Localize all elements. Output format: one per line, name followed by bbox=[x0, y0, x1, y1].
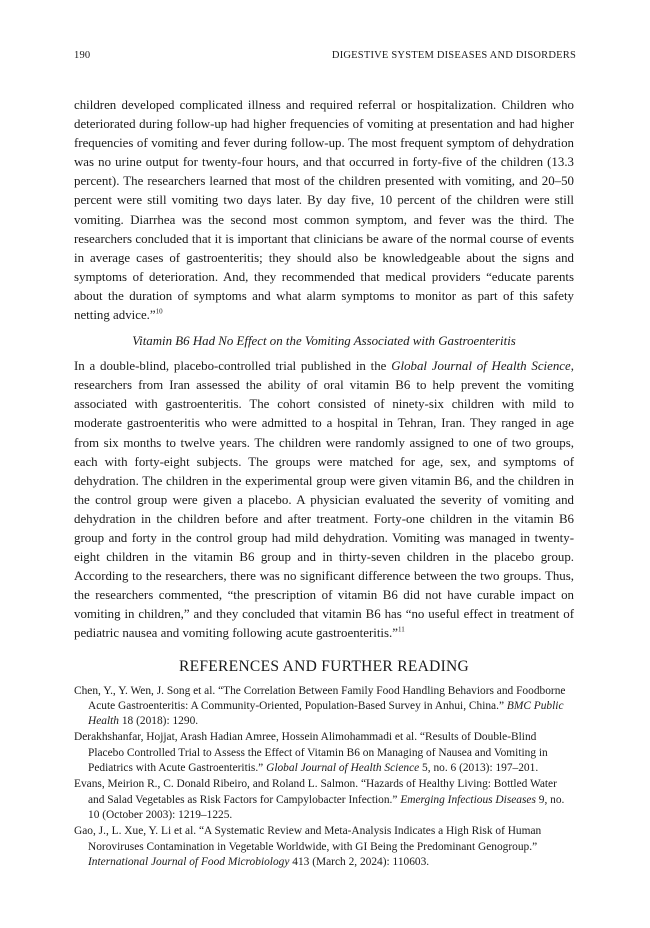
endnote-ref: 11 bbox=[397, 626, 405, 635]
endnote-ref: 10 bbox=[155, 307, 163, 316]
main-text bbox=[74, 96, 574, 871]
paragraph-text: , researchers from Iran assessed the ability of oral vitamin B6 to help prevent the vomiting associated with gastroenteritis. The cohort consisted of ninety-six children with mild to moderate gastroenteritis who were admitted to a hospital in Tehran, Iran. They ranged in age from six months to twelve years. The children were randomly assigned to one of two groups, each with forty-eight subjects. The groups were matched for age, sex, and symptoms of dehydration. The children in the experimental group were given vitamin B6, and the children in the control group were given a placebo. A physician evaluated the severity of vomiting and dehydration in the children before and after treatment. Forty-one children in the vitamin B6 group and forty in the control group had mild dehydration. Vomiting was managed in twenty-eight children in the vitamin B6 group and in thirty-seven children in the placebo group. According to the researchers, there was no significant difference between the two groups. Thus, the researchers commented, “the prescription of vitamin B6 did not have curable impact on vomiting in children,” and they concluded that vitamin B6 has “no useful effect in treatment of pediatric nausea and vomiting following acute gastroenteritis.” bbox=[74, 359, 574, 641]
paragraph-vitamin-b6 bbox=[74, 357, 574, 643]
reference-journal: Global Journal of Health Science bbox=[266, 762, 420, 775]
running-header bbox=[74, 50, 576, 61]
reference-journal: BMC Public Health bbox=[88, 699, 564, 728]
section-subheading: Vitamin B6 Had No Effect on the Vomiting Associated with Gastroenteritis bbox=[132, 334, 516, 349]
reference-list bbox=[74, 684, 574, 871]
reference-citation: 413 (March 2, 2024): 110603. bbox=[289, 855, 430, 868]
paragraph-text: children developed complicated illness and required referral or hospitalization. Children who deteriorated during follow-up had higher frequencies of vomiting at presentation and had higher frequencies of vomiting and fever during follow-up. The most frequent symptom of dehydration was no urine output for twenty-four hours, and that occurred in forty-five of the children (13.3 percent). The researchers learned that most of the children presented with vomiting, and 20–50 percent were still vomiting two days later. By day five, 10 percent of the children were still vomiting. Diarrhea was the second most common symptom, and fever was the third. The researchers concluded that it is important that clinicians be aware of the normal course of events in average cases of gastroenteritis; they should also be knowledgeable about the signs and symptoms of deterioration. And, they recommended that medical providers “educate parents about the duration of symptoms and what alarm symptoms to monitor as part of this safety netting advice.” bbox=[74, 98, 574, 323]
page-number: 190 bbox=[74, 50, 91, 61]
reference-text: Chen, Y., Y. Wen, J. Song et al. “The Correlation Between Family Food Handling Behaviors and Foodborne Acute Gastroenteritis: A Community-Oriented, Population-Based Survey in Anhui, China.” bbox=[74, 684, 566, 712]
reference-text: Gao, J., L. Xue, Y. Li et al. “A Systematic Review and Meta-Analysis Indicates a High Risk of Human Noroviruses Contamination in Vegetable Worldwide, with GI Being the Predominant Genogroup.” bbox=[74, 825, 542, 853]
reference-citation: 18 (2018): 1290. bbox=[119, 715, 199, 728]
running-title: DIGESTIVE SYSTEM DISEASES AND DISORDERS bbox=[331, 50, 576, 61]
reference-item bbox=[74, 730, 574, 776]
references-heading: REFERENCES AND FURTHER READING bbox=[178, 657, 470, 675]
reference-text: Derakhshanfar, Hojjat, Arash Hadian Amree, Hossein Alimohammadi et al. “Results of Double-Blind Placebo Controlled Trial to Assess the Effect of Vitamin B6 on Managing of Nausea and Vomiting in Pediatrics with Acute Gastroenteritis.” bbox=[74, 731, 548, 775]
reference-text: Evans, Meirion R., C. Donald Ribeiro, and Roland L. Salmon. “Hazards of Healthy Living: Bottled Water and Salad Vegetables as Risk Factors for Campylobacter Infection.” bbox=[74, 778, 557, 806]
reference-item bbox=[74, 777, 574, 823]
reference-citation: 9, no. 10 (October 2003): 1219–1225. bbox=[88, 793, 565, 821]
reference-citation: 5, no. 6 (2013): 197–201. bbox=[419, 762, 539, 775]
paragraph-lead: In a double-blind, placebo-controlled trial published in the bbox=[74, 359, 392, 374]
paragraph-continuation bbox=[74, 96, 574, 325]
reference-item bbox=[74, 684, 574, 730]
reference-journal: International Journal of Food Microbiology bbox=[88, 855, 290, 868]
journal-title: Global Journal of Health Science bbox=[391, 359, 571, 374]
reference-item bbox=[74, 824, 574, 870]
reference-journal: Emerging Infectious Diseases bbox=[400, 793, 536, 806]
